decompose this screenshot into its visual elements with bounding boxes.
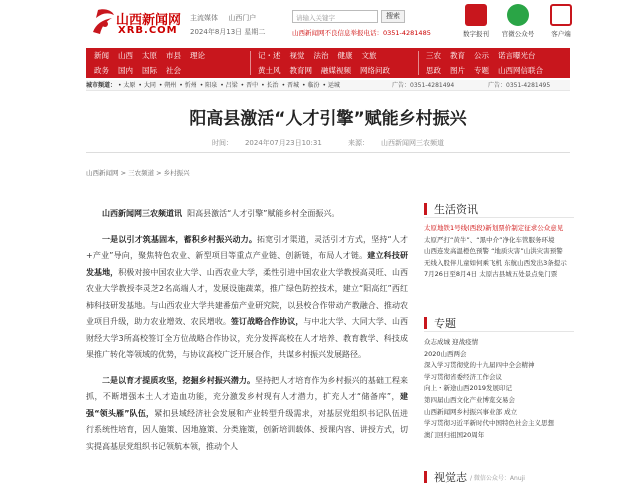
lead-text: 阳高县激活“人才引擎”赋能乡村全面振兴。	[187, 209, 340, 218]
nav-item[interactable]: 诺言曝光台	[498, 51, 536, 60]
nav-divider	[418, 51, 419, 75]
nav-item[interactable]: 国内	[118, 66, 133, 75]
wechat-label: 官微公众号	[501, 30, 535, 38]
topic-item[interactable]: 第四届山西文化产业博览交易会	[424, 395, 515, 404]
nav-item[interactable]: 网络问政	[360, 66, 390, 75]
topic-item[interactable]: 澳门回归祖国20周年	[424, 430, 485, 439]
ad-contact: 广告：0351-4281494	[392, 82, 455, 89]
text: 坚持把人才培育作为乡村振兴的基础工程来抓，不断增强本土人才造血功能，充分激发乡村现有人才潜力，扩充人才“储备库”，	[86, 375, 409, 401]
accent-bar	[424, 471, 427, 483]
digital-paper-label: 数字报刊	[463, 30, 489, 38]
text: 紧扣县域经济社会发展和产业转型升级需求，对基层党组织书记队伍进行系统性培育，因人施策、因地施策、分类施策，创新培训载体、授课内容、讲授方式，切实提高基层党组织书记领航本领，推动个人	[86, 408, 409, 451]
logo-text[interactable]: 山西新闻网	[116, 13, 182, 28]
accent-bar	[424, 203, 427, 215]
topic-item[interactable]: 深入学习贯彻党的十九届四中全会精神	[424, 361, 535, 370]
top-link-mainstream[interactable]: 主流媒体	[190, 14, 218, 22]
topic-item[interactable]: 山西新闻网乡村振兴事业部 成立	[424, 407, 518, 416]
ad-contact: 广告：0351-4281495	[488, 82, 551, 89]
nav-item[interactable]: 教育网	[289, 66, 312, 75]
topic-list	[424, 337, 574, 441]
topic-item[interactable]: 2020山西两会	[424, 349, 467, 358]
nav-item[interactable]: 国际	[142, 66, 157, 75]
nav-item[interactable]: 记・述	[258, 51, 281, 60]
top-link-portal[interactable]: 山西门户	[228, 14, 257, 22]
nav-item[interactable]: 教育	[450, 51, 465, 60]
text: 拓宽引才渠道，灵活引才方式，坚持“人才+产业”导向，聚焦特色农业、新型项目等重点产业链、创新链，布局人才链。	[86, 234, 408, 260]
nav-item[interactable]: 法治	[313, 51, 329, 60]
topic-item[interactable]: 学习贯彻省委经济工作会议	[424, 372, 502, 381]
panel-header	[424, 468, 574, 486]
header-date: 2024年8月13日 星期二	[190, 28, 266, 36]
wechat-link[interactable]	[500, 4, 536, 38]
nav-item[interactable]: 融媒视频	[321, 66, 351, 75]
panel-title: 生活资讯	[434, 203, 478, 216]
paragraph	[86, 373, 408, 456]
report-hotline: 山西新闻网不良信息举报电话：0351-4281485	[292, 29, 431, 37]
nav-item[interactable]: 政务	[94, 66, 109, 75]
news-item[interactable]: 无线入股伴儿童如何乘飞机 东航山西发出3条提示	[424, 258, 567, 267]
bold-text: 签订战略合作协议，	[230, 317, 304, 326]
topic-item[interactable]: 向上・新途山西2019发展印记	[424, 384, 513, 393]
nav-item[interactable]: 专题	[474, 66, 489, 75]
nav-item[interactable]: 三农	[426, 51, 441, 60]
city-channel-bar	[86, 80, 570, 91]
topic-item[interactable]: 学习贯彻习近平新时代中国特色社会主义思想	[424, 419, 554, 428]
nav-item[interactable]: 山西网信联合	[498, 66, 543, 75]
city-link[interactable]: • 大同	[138, 82, 156, 89]
city-link[interactable]: • 吕梁	[220, 82, 238, 89]
city-link[interactable]: • 朔州	[158, 82, 177, 89]
news-list	[424, 223, 574, 281]
article-meta	[86, 138, 570, 148]
nav-item[interactable]: 黄土风	[258, 66, 281, 75]
news-item[interactable]: 太原严打“黄牛”、“黑中介”净化车管服务环境	[424, 235, 555, 244]
title-divider	[86, 152, 570, 153]
top-links	[190, 13, 264, 23]
text: 积极对接中国农业大学、山西农业大学，柔性引进中国农业大学教授高灵旺、山西农业大学教授李灵芝2名高端人才，发展设施蔬菜，推广绿色防控技术，建立“阳高红”西红柿科技研发基地。与山西农业大学共建番茄产业研究院，以县校合作带动产教融合、推动农业项目升级，助力农业增效、农民增收。	[86, 267, 409, 326]
digital-paper-link[interactable]	[458, 4, 494, 38]
search-input[interactable]: 请输入关键字	[292, 10, 378, 23]
logo-icon[interactable]	[90, 6, 116, 36]
accent-bar	[424, 317, 427, 329]
panel-title: 专题	[434, 317, 456, 330]
main-nav	[86, 48, 570, 78]
video-caption: / 微信公众号：Anuji	[470, 475, 525, 482]
topic-item[interactable]: 众志成城 迎战疫情	[424, 338, 479, 346]
news-item[interactable]: 山西连发高温橙色预警 “地质灾害”山洪灾害预警	[424, 247, 563, 256]
nav-item[interactable]: 公示	[474, 51, 489, 60]
bold-text: 建立科技研发基地，	[86, 251, 408, 277]
panel-header	[424, 200, 574, 218]
nav-item[interactable]: 山西	[118, 51, 133, 60]
nav-item[interactable]: 太原	[142, 51, 157, 60]
nav-item[interactable]: 市县	[166, 51, 181, 60]
bold-text: 建强“领头雁”队伍，	[86, 392, 408, 418]
article-title: 阳高县激活“人才引擎”赋能乡村振兴	[189, 109, 467, 129]
city-link[interactable]: • 运城	[322, 82, 340, 89]
logo-domain[interactable]: XRB.COM	[118, 25, 178, 36]
news-item[interactable]: 7月26日至8月4日 太原古县城五处景点免门票	[424, 270, 558, 279]
city-link[interactable]: • 忻州	[179, 82, 197, 89]
article-body	[86, 206, 408, 464]
app-icon	[550, 4, 572, 26]
city-link[interactable]: • 阳泉	[199, 82, 218, 89]
source-label: 来源：	[348, 139, 370, 147]
video-panel	[424, 468, 574, 486]
city-link[interactable]: • 晋城	[281, 82, 300, 89]
time-label: 时间：	[211, 139, 233, 147]
city-link[interactable]: • 长治	[261, 82, 279, 89]
nav-item[interactable]: 新闻	[94, 51, 109, 60]
bold-text: 二是以育才提质攻坚，挖掘乡村振兴潜力。	[102, 375, 256, 385]
paragraph	[86, 232, 408, 364]
city-link[interactable]: • 临汾	[302, 82, 320, 89]
nav-item[interactable]: 社会	[166, 66, 181, 75]
panel-title: 视觉志	[434, 471, 467, 484]
nav-item[interactable]: 文旅	[361, 51, 377, 60]
life-news-panel	[424, 200, 574, 281]
city-link[interactable]: • 晋中	[240, 82, 259, 89]
paragraph	[86, 206, 408, 223]
text: 与中北大学、大同大学、山西财经大学3所高校签订全方位战略合作协议，充分发挥高校在人才培养、教育教学、科技成果推广转化等领域的优势，与协议高校广泛开展合作，共谋乡村振兴发展路径。	[86, 317, 409, 359]
city-list	[118, 82, 343, 89]
lead-bold: 山西新闻网三农频道讯	[102, 209, 182, 218]
article-time: 2024年07月23日10:31	[244, 139, 322, 147]
city-link[interactable]: • 太原	[117, 82, 136, 89]
city-bar-label: 城市频道：	[86, 82, 117, 89]
app-label: 客户端	[551, 30, 571, 38]
nav-divider	[250, 51, 251, 75]
nav-item[interactable]: 健康	[337, 51, 353, 60]
nav-item[interactable]: 理论	[190, 51, 205, 60]
nav-item[interactable]: 视觉	[289, 51, 305, 60]
app-link[interactable]	[543, 4, 579, 38]
topic-panel	[424, 314, 574, 441]
wechat-icon	[507, 4, 529, 26]
news-item[interactable]: 太原地铁1号线(西段)新划票价制定征求公众意见	[424, 224, 564, 232]
site-header	[0, 0, 640, 48]
nav-item[interactable]: 思政	[426, 66, 441, 75]
breadcrumb[interactable]: 山西新闻网 > 三农频道 > 乡村振兴	[86, 169, 190, 177]
article-source[interactable]: 山西新闻网三农频道	[381, 139, 445, 147]
newspaper-icon	[465, 4, 487, 26]
nav-item[interactable]: 图片	[450, 66, 465, 75]
search-button[interactable]: 搜索	[381, 10, 405, 23]
bold-text: 一是以引才筑基固本，蓄积乡村振兴动力。	[102, 234, 257, 244]
panel-header	[424, 314, 574, 332]
